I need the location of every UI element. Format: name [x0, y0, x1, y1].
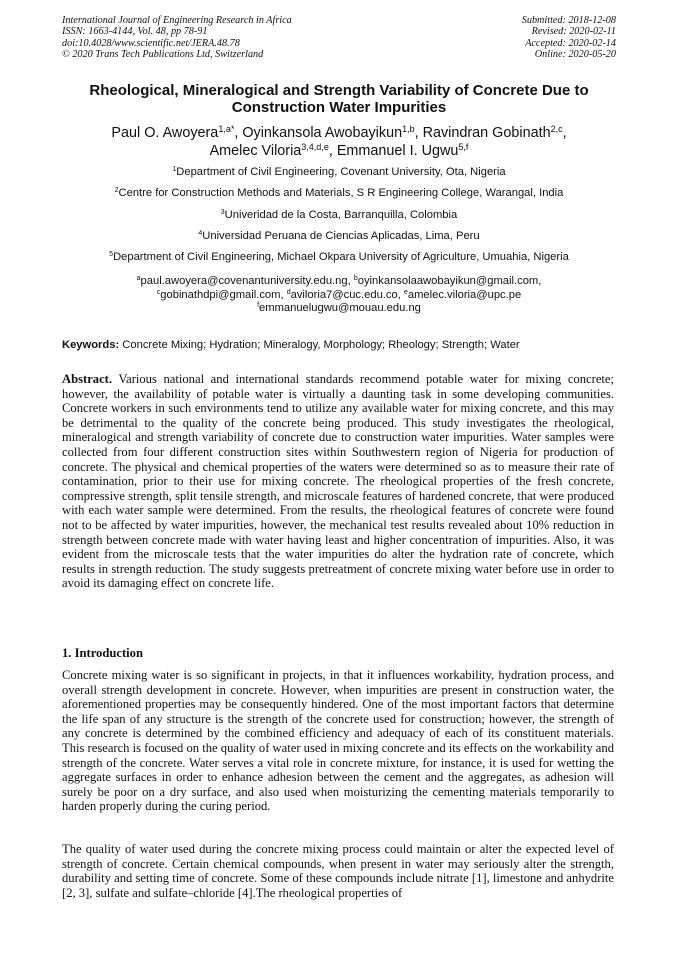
journal-copyright: © 2020 Trans Tech Publications Ltd, Switzerland	[62, 49, 264, 61]
date-submitted: Submitted: 2018-12-08	[521, 15, 616, 26]
author-superscript: 1,a*	[218, 124, 235, 134]
email-marker: b	[353, 275, 358, 282]
author-name: Ravindran Gobinath	[422, 125, 551, 141]
email-address: oyinkansolaawobayikun@gmail.com,	[357, 275, 542, 287]
section-heading-introduction	[62, 646, 143, 660]
paragraph-text: Concrete mixing water is so significant in projects, in that it influences workability, hydration process, and overall strength development in concrete. However, when impurities are present in construction water, the aforementioned properties may be consequently hindered. One of the most important factors that determine the life span of any structure is the strength of the concrete used for construction; however, the strength of any concrete is determined by the combined efficiency and adequacy of each of its constituent materials. This research is focused on the quality of water used in mixing concrete and its effects on the workability and strength of the concrete. Water serves a vital role in concrete mixture, for instance, it is used for wetting the aggregate surfaces in order to enhance adhesion between the cement and the aggregates, as adhesion will surely be poor on a dry surface, and also used when moisturizing the cementing materials temporarily to harden properly during the curing period.	[62, 668, 614, 814]
affiliation-number: 4	[198, 229, 203, 237]
section-number: 1	[62, 646, 69, 660]
affiliation-text: Univeridad de la Costa, Barranquilla, Colombia	[224, 208, 458, 221]
author-superscript: 2,c	[550, 124, 563, 134]
publication-dates	[522, 15, 616, 61]
title-line-2: Construction Water Impurities	[231, 99, 447, 116]
affiliation-text: Department of Civil Engineering, Covenant University, Ota, Nigeria	[176, 166, 506, 178]
author-name: Emmanuel I. Ugwu	[336, 143, 459, 159]
email-marker: e	[403, 288, 408, 296]
email-marker: a	[136, 275, 141, 282]
keywords	[62, 339, 618, 352]
email-address: aviloria7@cuc.edu.co,	[290, 288, 404, 301]
affiliation-text: Centre for Construction Methods and Materials, S R Engineering College, Warangal, India	[118, 187, 564, 200]
author-list: Paul O. Awoyera$^{1,a*}$, Oyinkansola Awobayikun$^{1,b}$, Ravindran Gobinath$^{2,c}$, Amelec Viloria$^{3,4,d,e}$, Emmanuel I. Ugwu$^{5,f}$	[111, 124, 567, 159]
email-address: amelec.viloria@upc.pe	[407, 288, 522, 301]
journal-name: International Journal of Engineering Research in Africa	[62, 15, 292, 26]
intro-paragraph-2	[62, 842, 614, 900]
email-marker: c	[156, 288, 161, 296]
date-online: Online: 2020-05-20	[534, 49, 616, 61]
affiliation-text: Universidad Peruana de Ciencias Aplicadas, Lima, Peru	[202, 229, 480, 242]
journal-issn: ISSN: 1663-4144, Vol. 48, pp 78-91	[62, 26, 208, 38]
author-superscript: 5,f	[458, 142, 469, 152]
author-name: Amelec Viloria	[209, 143, 302, 159]
email-line	[40, 289, 638, 303]
journal-doi: doi:10.4028/www.scientific.net/JERA.48.78	[62, 37, 240, 49]
email-line	[40, 302, 638, 316]
journal-info	[62, 15, 292, 61]
author-name: Paul O. Awoyera	[111, 125, 219, 141]
paper-title	[40, 82, 638, 116]
date-revised: Revised: 2020-02-11	[531, 26, 616, 38]
email-list	[40, 275, 638, 316]
affiliation-number: 2	[114, 187, 119, 195]
keywords-text: Concrete Mixing; Hydration; Mineralogy, Morphology; Rheology; Strength; Water	[119, 339, 520, 351]
author-superscript: 1,b	[402, 124, 415, 134]
email-address: gobinathdpi@gmail.com,	[160, 288, 287, 301]
affiliation-list	[40, 166, 638, 272]
email-address: paul.awoyera@covenantuniversity.edu.ng,	[140, 275, 354, 287]
date-accepted: Accepted: 2020-02-14	[525, 37, 616, 49]
author-superscript: 3,4,d,e	[301, 142, 329, 152]
abstract	[62, 372, 614, 591]
affiliation	[40, 230, 638, 243]
affiliation	[40, 209, 638, 222]
email-marker: f	[257, 302, 260, 309]
keywords-label: Keywords:	[62, 339, 120, 351]
affiliation-number: 5	[109, 251, 114, 259]
email-address: emmanuelugwu@mouau.edu.ng	[259, 302, 421, 314]
section-title: . Introduction	[68, 646, 143, 660]
affiliation-number: 1	[172, 166, 177, 173]
affiliation-text: Department of Civil Engineering, Michael Okpara University of Agriculture, Umuahia, Nigeria	[113, 251, 569, 264]
affiliation	[40, 166, 638, 179]
email-marker: d	[286, 288, 291, 296]
abstract-text: Various national and international standards recommend potable water for mixing concrete; however, the availability of potable water is virtually a daunting task in some developing communities. Concrete workers in such environments tend to utilize any available water for mixing concrete, and this may be detrimental to the quality of the concrete being produced. This study investigates the rheological, mineralogical and strength variability of concrete due to construction water impurities. Water samples were collected from four different construction sites within Southwestern region of Nigeria for production of concrete. The physical and chemical properties of the waters were determined so as to measure their rate of contamination, prior to their use for mixing concrete. The rheological properties of the fresh concrete, compressive strength, split tensile strength, and microscale features of hardened concrete, that were produced with each water sample were determined. From the results, the rheological features of concrete were found not to be affected by water impurities, however, the mechanical test results revealed about 10% reduction in strength between concrete made with water having least and higher concentration of impurities. Also, it was evident from the microscale tests that the water impurities do alter the hydration rate of concrete, which results in strength reduction. The study suggests pretreatment of concrete mixing water before use in order to avoid its damaging effect on concrete life.	[62, 372, 614, 591]
affiliation	[40, 251, 638, 264]
affiliation-number: 3	[220, 208, 225, 216]
author-name: Oyinkansola Awobayikun	[242, 125, 403, 141]
intro-paragraph-1	[62, 668, 614, 814]
abstract-label: Abstract.	[62, 372, 113, 386]
affiliation	[40, 187, 638, 200]
email-line	[40, 275, 638, 289]
title-line-1: Rheological, Mineralogical and Strength Variability of Concrete Due to	[89, 82, 589, 99]
paragraph-text: The quality of water used during the concrete mixing process could maintain or alter the expected level of strength of concrete. Certain chemical compounds, when present in water may seriously alter the strength, durability and setting time of concrete. Some of these compounds include nitrate [1], limestone and anhydrite [2, 3], sulfate and sulfate–chloride [4].The rheological properties of	[62, 842, 614, 900]
